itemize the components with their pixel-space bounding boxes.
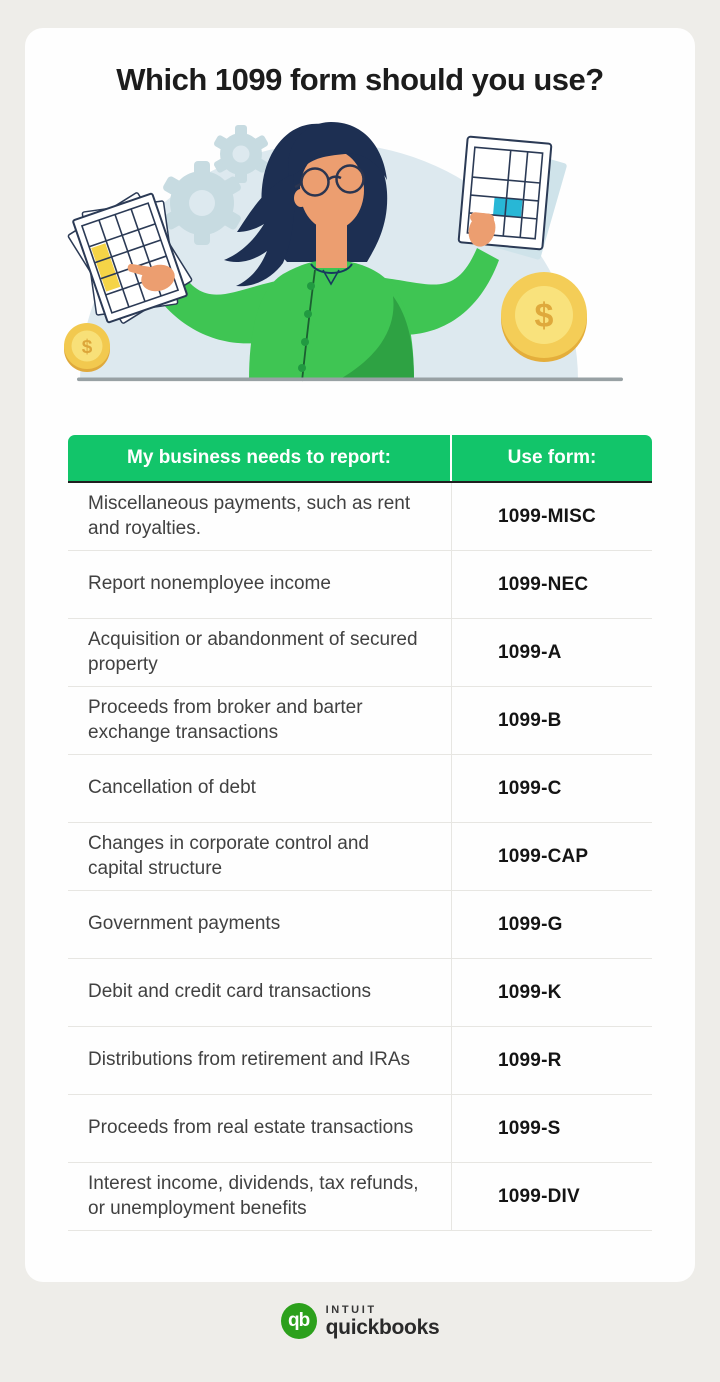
quickbooks-wordmark: quickbooks [325,1315,440,1339]
brand-footer [0,1303,720,1339]
table-row [68,483,652,551]
qb-glyph: qb [288,1310,310,1331]
table-row [68,687,652,755]
form-cell: 1099-K [498,981,562,1003]
form-cell: 1099-C [498,777,562,799]
form-cell: 1099-B [498,709,562,731]
form-cell: 1099-G [498,913,563,935]
need-cell: Distributions from retirement and IRAs [68,1027,452,1094]
intuit-wordmark: INTUIT [325,1303,377,1316]
need-cell: Proceeds from broker and barter exchange transactions [68,687,452,754]
table-row [68,959,652,1027]
form-cell: 1099-CAP [498,845,589,867]
quickbooks-logo-icon [281,1303,317,1339]
table-row [68,891,652,959]
table-header-form: Use form: [507,447,597,468]
need-cell: Acquisition or abandonment of secured property [68,619,452,686]
table-row [68,1163,652,1231]
floor-line [77,378,623,382]
table-row [68,1095,652,1163]
table-header-need: My business needs to report: [68,435,452,481]
coin-icon-large [501,272,587,362]
table-row [68,619,652,687]
form-cell: 1099-A [498,641,562,663]
need-cell: Miscellaneous payments, such as rent and royalties. [68,483,452,550]
form-document-right [459,137,568,261]
table-body [68,483,652,1231]
page-title: Which 1099 form should you use? [116,62,604,97]
form-cell: 1099-S [498,1117,561,1139]
form-table [68,435,652,1231]
need-cell: Report nonemployee income [68,551,452,618]
hero-illustration [25,118,625,388]
form-cell: 1099-MISC [498,505,596,527]
table-row [68,755,652,823]
form-cell: 1099-R [498,1049,562,1071]
infographic-card [25,28,695,1282]
need-cell: Debit and credit card transactions [68,959,452,1026]
need-cell: Changes in corporate control and capital structure [68,823,452,890]
need-cell: Interest income, dividends, tax refunds, or unemployment benefits [68,1163,452,1230]
table-row [68,1027,652,1095]
dollar-sign: $ [534,297,554,335]
coin-icon-small [64,323,110,372]
need-cell: Proceeds from real estate transactions [68,1095,452,1162]
table-row [68,551,652,619]
form-cell: 1099-NEC [498,573,589,595]
need-cell: Cancellation of debt [68,755,452,822]
table-row [68,823,652,891]
need-cell: Government payments [68,891,452,958]
form-cell: 1099-DIV [498,1185,580,1207]
table-header-row [68,435,652,483]
dollar-sign: $ [81,337,93,358]
